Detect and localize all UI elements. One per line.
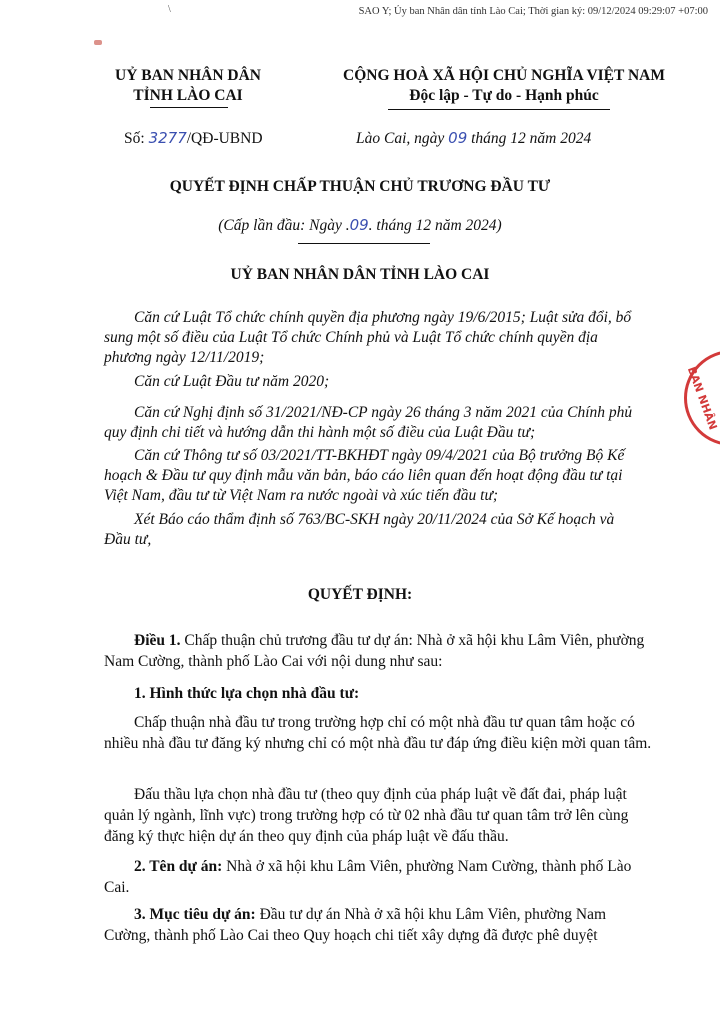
legal-basis-4: Căn cứ Thông tư số 03/2021/TT-BKHĐT ngày 09/4/2021 của Bộ trưởng Bộ Kế hoạch & Đầu tư quy định mẫu văn bản, báo cáo liên quan đến hoạt động đầu tư tại Việt Nam, đầu tư từ Việt Nam ra nước ngoài và xúc tiến đầu tư; bbox=[104, 447, 625, 504]
national-heading bbox=[298, 66, 710, 106]
section-3-label: 3. Mục tiêu dự án: bbox=[134, 906, 256, 923]
document-number bbox=[124, 129, 263, 148]
digital-signature-line: SAO Y; Ủy ban Nhân dân tỉnh Lào Cai; Thời gian ký: 09/12/2024 09:29:07 +07:00 bbox=[358, 6, 708, 17]
subtitle-prefix: (Cấp lần đầu: Ngày . bbox=[218, 217, 350, 234]
scan-tick-mark: \ bbox=[168, 4, 171, 15]
place-and-date bbox=[356, 129, 591, 148]
section-1-para-2: Đấu thầu lựa chọn nhà đầu tư (theo quy định của pháp luật về đất đai, pháp luật quản lý ngành, lĩnh vực) trong trường hợp có từ 02 nhà đầu tư quan tâm trở lên cùng đăng ký thực hiện dự án theo quy định của pháp luật về đấu thầu. bbox=[104, 786, 629, 845]
motto-underline bbox=[388, 109, 610, 110]
nation-motto: Độc lập - Tự do - Hạnh phúc bbox=[409, 87, 599, 104]
section-3: 3. Mục tiêu dự án: Đầu tư dự án Nhà ở xã hội khu Lâm Viên, phường Nam Cường, thành phố Lào Cai theo Quy hoạch chi tiết xây dựng đã được phê duyệt bbox=[104, 906, 607, 944]
seal-text: BAN NHÂN bbox=[684, 365, 720, 432]
red-seal-stamp bbox=[684, 350, 720, 446]
agency-line-1: UỶ BAN NHÂN DÂN bbox=[115, 67, 261, 84]
title-underline bbox=[298, 243, 430, 244]
article-1: Điều 1. Chấp thuận chủ trương đầu tư dự án: Nhà ở xã hội khu Lâm Viên, phường Nam Cường, thành phố Lào Cai với nội dung như sau: bbox=[104, 632, 645, 670]
nation-line-1: CỘNG HOÀ XÃ HỘI CHỦ NGHĨA VIỆT NAM bbox=[343, 67, 665, 84]
agency-line-2: TỈNH LÀO CAI bbox=[133, 87, 243, 104]
legal-basis-5: Xét Báo cáo thẩm định số 763/BC-SKH ngày 20/11/2024 của Sở Kế hoạch và Đầu tư, bbox=[104, 511, 615, 548]
subtitle-suffix: . tháng 12 năm 2024) bbox=[368, 217, 502, 234]
issuer-heading: UỶ BAN NHÂN DÂN TỈNH LÀO CAI bbox=[230, 266, 490, 283]
legal-basis-2: Căn cứ Luật Đầu tư năm 2020; bbox=[134, 373, 330, 390]
red-ink-mark bbox=[94, 40, 102, 45]
doc-number-prefix: Số: bbox=[124, 130, 149, 147]
section-2: 2. Tên dự án: Nhà ở xã hội khu Lâm Viên, phường Nam Cường, thành phố Lào Cai. bbox=[104, 858, 632, 896]
section-1-heading: 1. Hình thức lựa chọn nhà đầu tư: bbox=[134, 685, 360, 702]
legal-basis-3: Căn cứ Nghị định số 31/2021/NĐ-CP ngày 26 tháng 3 năm 2021 của Chính phủ quy định chi tiết và hướng dẫn thi hành một số điều của Luật Đầu tư; bbox=[104, 404, 633, 441]
month-year: tháng 12 năm 2024 bbox=[467, 130, 592, 147]
doc-number-suffix: /QĐ-UBND bbox=[186, 130, 263, 147]
document-title: QUYẾT ĐỊNH CHẤP THUẬN CHỦ TRƯƠNG ĐẦU TƯ bbox=[169, 178, 551, 195]
issuing-agency bbox=[88, 66, 288, 106]
section-2-label: 2. Tên dự án: bbox=[134, 858, 223, 875]
doc-number-handwritten: 3277 bbox=[148, 129, 187, 147]
day-handwritten: 09 bbox=[448, 129, 468, 147]
agency-underline bbox=[150, 107, 228, 108]
document-subtitle bbox=[0, 216, 720, 235]
legal-basis-1: Căn cứ Luật Tổ chức chính quyền địa phương ngày 19/6/2015; Luật sửa đổi, bổ sung một số điều của Luật Tổ chức Chính phủ và Luật Tổ chức chính quyền địa phương ngày 12/11/2019; bbox=[104, 309, 632, 366]
decision-heading: QUYẾT ĐỊNH: bbox=[307, 586, 413, 603]
section-1-para-1: Chấp thuận nhà đầu tư trong trường hợp chỉ có một nhà đầu tư quan tâm hoặc có nhiều nhà đầu tư đăng ký nhưng chỉ có một nhà đầu tư đáp ứng điều kiện mời quan tâm. bbox=[104, 714, 652, 752]
article-1-label: Điều 1. bbox=[134, 632, 181, 649]
subtitle-day-handwritten: 09 bbox=[349, 216, 369, 234]
place-label: Lào Cai, ngày bbox=[356, 130, 449, 147]
